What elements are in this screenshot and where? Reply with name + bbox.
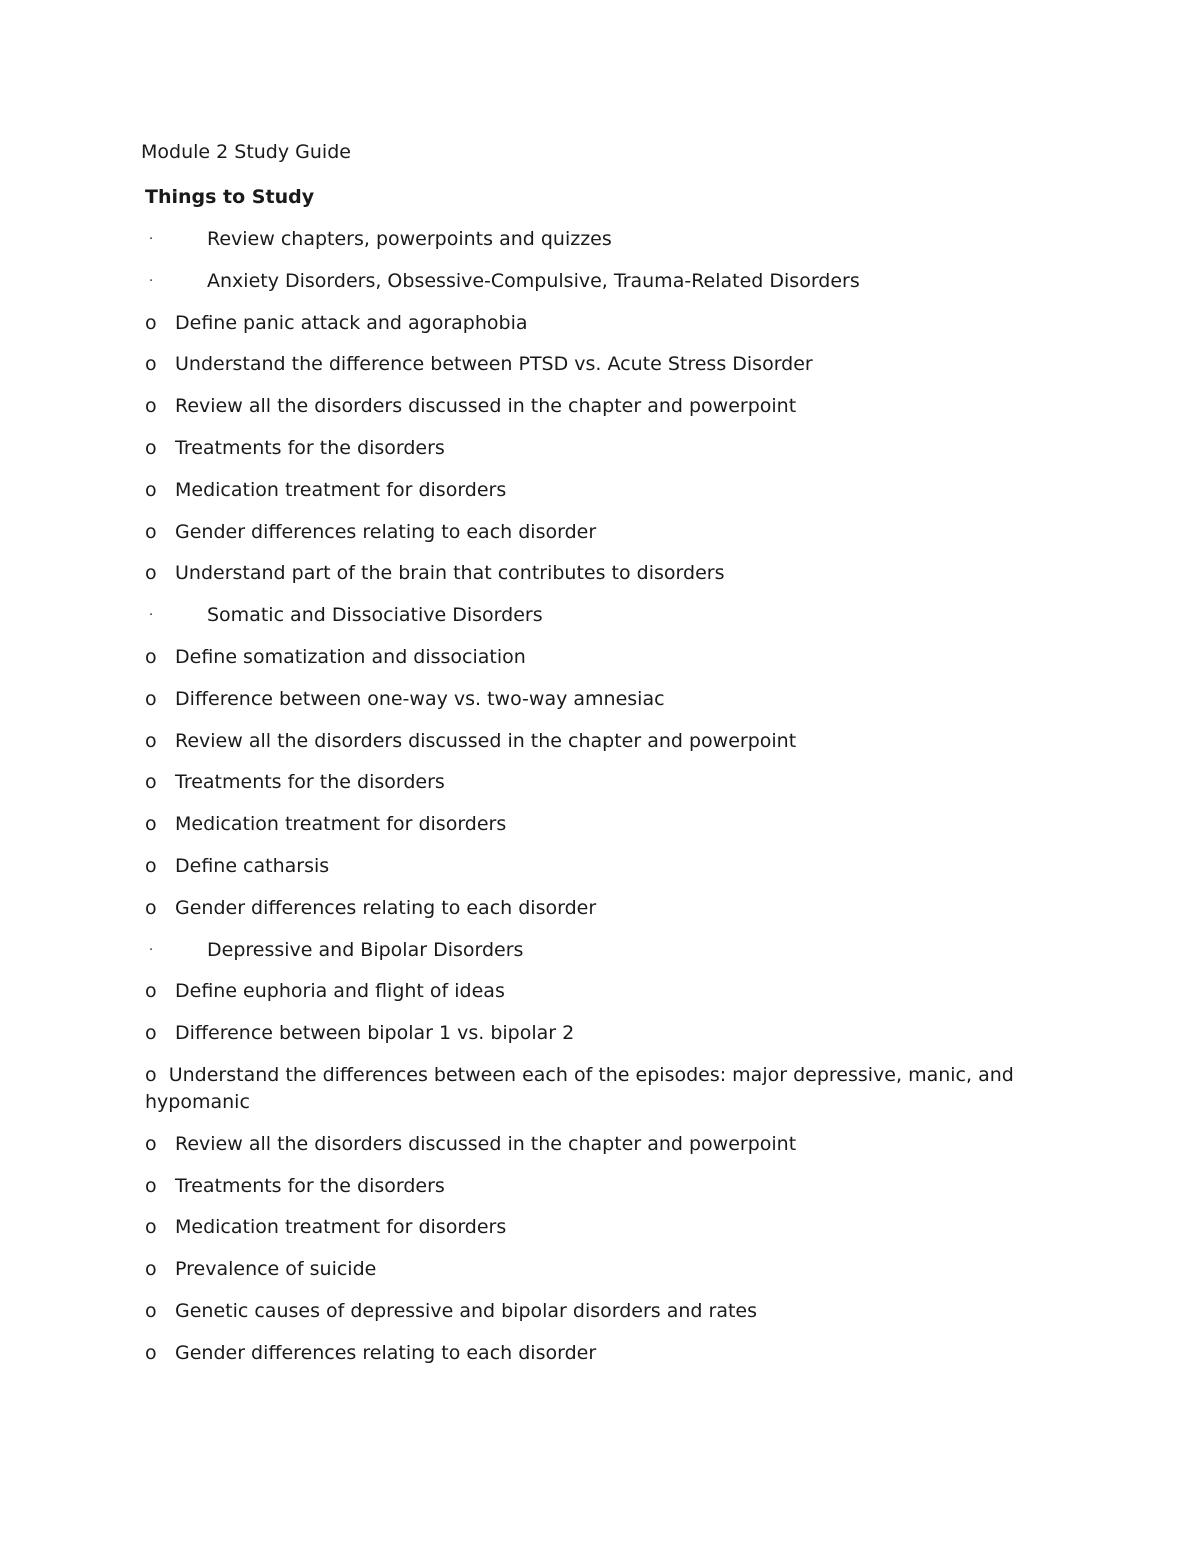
list-text: Prevalence of suicide <box>175 1258 377 1280</box>
list-marker: o <box>145 688 157 710</box>
list-text: Difference between bipolar 1 vs. bipolar 2 <box>175 1022 575 1044</box>
list-text: Understand part of the brain that contributes to disorders <box>175 562 725 584</box>
list-marker: o <box>145 479 157 501</box>
list-marker: o <box>145 1175 157 1197</box>
list-marker: o <box>145 1216 157 1238</box>
list-text: Review all the disorders discussed in the chapter and powerpoint <box>175 395 797 417</box>
list-text: Define euphoria and flight of ideas <box>175 980 505 1002</box>
list-text: Medication treatment for disorders <box>175 813 507 835</box>
list-text: Medication treatment for disorders <box>175 479 507 501</box>
list-text: Define somatization and dissociation <box>175 646 526 668</box>
list-text: Treatments for the disorders <box>175 1175 445 1197</box>
list-text: Review all the disorders discussed in the chapter and powerpoint <box>175 1133 797 1155</box>
list-text: Understand the difference between PTSD vs. Acute Stress Disorder <box>175 353 813 375</box>
list-text: Review chapters, powerpoints and quizzes <box>207 228 612 250</box>
list-marker: · <box>149 232 154 247</box>
list-marker: o <box>145 646 157 668</box>
list-marker: o <box>145 437 157 459</box>
list-text: Treatments for the disorders <box>175 771 445 793</box>
list-text: Depressive and Bipolar Disorders <box>207 939 524 961</box>
list-marker: o <box>145 813 157 835</box>
list-marker: o <box>145 353 157 375</box>
list-marker: o <box>145 1064 157 1086</box>
list-text: Treatments for the disorders <box>175 437 445 459</box>
list-text: Gender differences relating to each disorder <box>175 1342 597 1364</box>
list-marker: o <box>145 897 157 919</box>
section-heading: Things to Study <box>145 186 315 208</box>
list-text: Somatic and Dissociative Disorders <box>207 604 543 626</box>
list-marker: o <box>145 1342 157 1364</box>
list-marker: o <box>145 771 157 793</box>
list-marker: o <box>145 1258 157 1280</box>
list-text: Anxiety Disorders, Obsessive-Compulsive, Trauma-Related Disorders <box>207 270 860 292</box>
list-marker: · <box>149 608 154 623</box>
list-text: Gender differences relating to each disorder <box>175 897 597 919</box>
list-text: Review all the disorders discussed in the chapter and powerpoint <box>175 730 797 752</box>
list-text: Medication treatment for disorders <box>175 1216 507 1238</box>
list-marker: o <box>145 1300 157 1322</box>
list-text: Genetic causes of depressive and bipolar disorders and rates <box>175 1300 758 1322</box>
list-text: Gender differences relating to each disorder <box>175 521 597 543</box>
list-marker: o <box>145 1133 157 1155</box>
list-marker: o <box>145 395 157 417</box>
list-text: Define panic attack and agoraphobia <box>175 312 528 334</box>
list-marker: o <box>145 980 157 1002</box>
list-marker: o <box>145 521 157 543</box>
list-marker: · <box>149 943 154 958</box>
list-marker: o <box>145 730 157 752</box>
list-marker: o <box>145 562 157 584</box>
list-marker: o <box>145 855 157 877</box>
list-text: Understand the differences between each of the episodes: major depressive, manic, and hypomanic <box>145 1064 1014 1113</box>
list-marker: o <box>145 312 157 334</box>
list-marker: o <box>145 1022 157 1044</box>
list-text: Difference between one-way vs. two-way amnesiac <box>175 688 665 710</box>
list-text: Define catharsis <box>175 855 330 877</box>
document-title: Module 2 Study Guide <box>141 141 351 163</box>
list-item <box>145 1062 1075 1116</box>
list-marker: · <box>149 274 154 289</box>
